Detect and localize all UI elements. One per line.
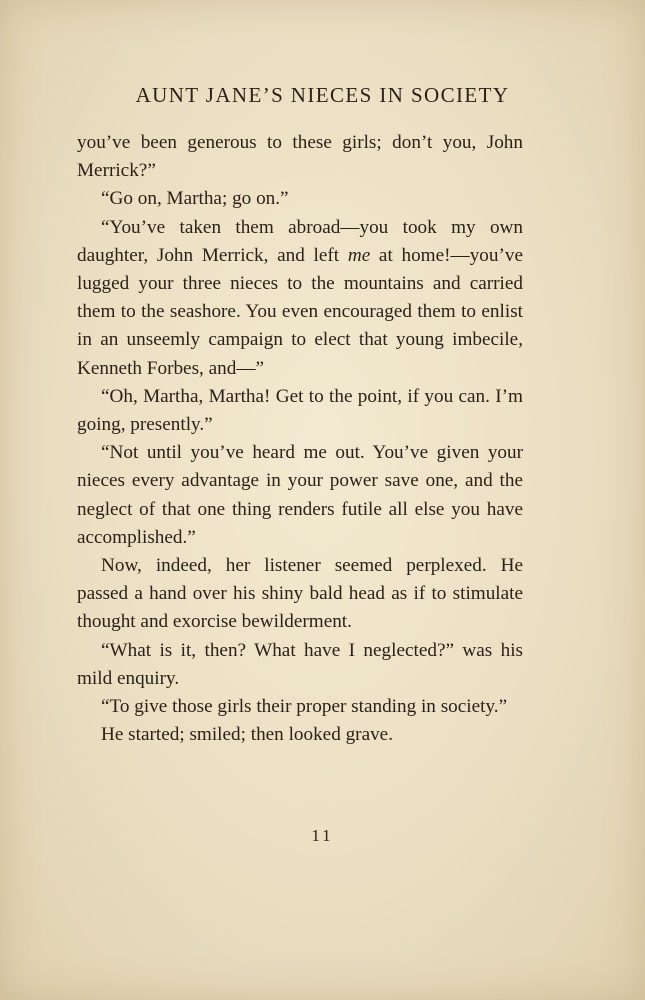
italic-emphasis: me — [347, 244, 371, 266]
paragraph-get-to-point: “Oh, Martha, Martha! Get to the point, if you can. I’m going, presently.” — [77, 385, 523, 436]
paragraph-text-after-emphasis: at home!—you’ve lugged your three nieces to the mountains and carried them to the seashore. You even encouraged them to enlist in an unseemly campaign to elect that young imbecile, Kenneth Forbes, and—” — [77, 244, 523, 379]
paragraph-continued: you’ve been generous to these girls; don’t you, John Merrick?” — [77, 132, 523, 182]
paragraph-taken-abroad — [77, 214, 523, 383]
paragraph-heard-me-out: “Not until you’ve heard me out. You’ve given your nieces every advantage in your power save one, and the neglect of that one thing renders futile all else you have accomplished.” — [77, 442, 523, 548]
paragraph-proper-standing: “To give those girls their proper standing in society.” — [101, 696, 508, 718]
page-number: 11 — [311, 826, 334, 845]
body-text — [77, 129, 523, 749]
paragraph-perplexed: Now, indeed, her listener seemed perplexed. He passed a hand over his shiny bald head as if to stimulate thought and exorcise bewilderment. — [77, 555, 523, 633]
paragraph-what-neglected: “What is it, then? What have I neglected?” was his mild enquiry. — [77, 639, 523, 689]
paragraph-looked-grave: He started; smiled; then looked grave. — [101, 724, 393, 746]
paragraph-text-before-emphasis: “You’ve taken them abroad—you took my own daughter, John Merrick, and left — [77, 216, 523, 266]
paragraph-go-on: “Go on, Martha; go on.” — [101, 188, 289, 210]
running-head: AUNT JANE’S NIECES IN SOCIETY — [135, 83, 510, 107]
